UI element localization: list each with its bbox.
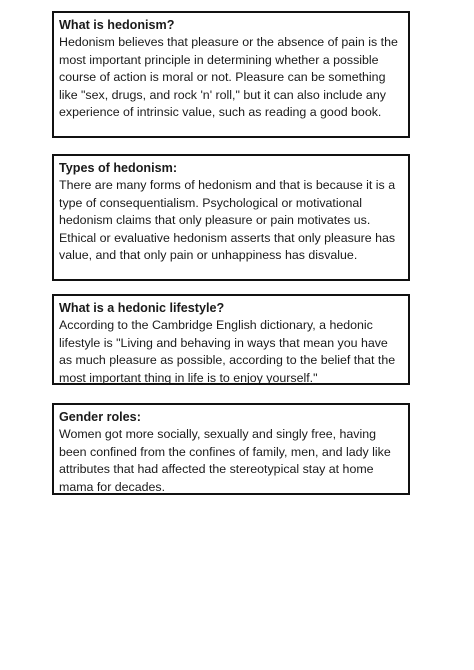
card-gender-roles — [52, 403, 410, 495]
card-body: According to the Cambridge English dictionary, a hedonic lifestyle is "Living and behaving in ways that mean you have as much pleasure as possible, according to the belief that the most important thing in life is to enjoy yourself." — [59, 318, 396, 385]
card-hedonic-lifestyle — [52, 294, 410, 385]
card-title: What is a hedonic lifestyle? — [59, 301, 225, 315]
card-title: What is hedonism? — [59, 18, 175, 32]
card-what-is-hedonism — [52, 11, 410, 138]
card-body: Women got more socially, sexually and singly free, having been confined from the confines of family, men, and lady like attributes that had affected the stereotypical stay at home mama for decades. — [59, 427, 391, 494]
card-types-of-hedonism — [52, 154, 410, 281]
card-title: Types of hedonism: — [59, 161, 178, 175]
card-title: Gender roles: — [59, 410, 141, 424]
card-body: There are many forms of hedonism and that is because it is a type of consequentialism. Psychological or motivational hedonism claims that only pleasure or pain motivates us. Ethical or evaluative hedonism asserts that only pleasure has value, and that only pain or unhappiness has disvalue. — [59, 178, 396, 263]
card-body: Hedonism believes that pleasure or the absence of pain is the most important principle in determining whether a possible course of action is moral or not. Pleasure can be something like "sex, drugs, and rock 'n' roll," but it can also include any experience of intrinsic value, such as reading a good book. — [59, 35, 398, 120]
